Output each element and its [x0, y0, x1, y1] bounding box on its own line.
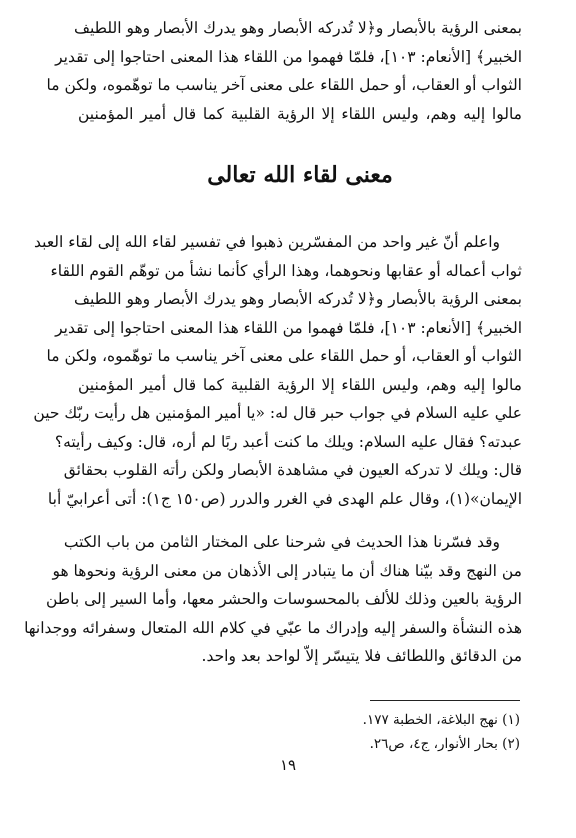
footnote-2: (٢) بحار الأنوار، ج٤، ص٢٦. — [369, 736, 520, 752]
paragraph-1 — [33, 228, 522, 513]
footnote-1: (١) نهج البلاغة، الخطبة ١٧٧. — [362, 712, 520, 728]
text-line: عبدته؟ فقال عليه السلام: ويلك ما كنت أعبد ربًا لم أره، قال: وكيف رأيته؟ — [54, 432, 522, 451]
text-line: من النهج وقد بيّنا هناك أن ما يتبادر إلى الأذهان من معنى الرؤية ونحوها هو — [52, 561, 522, 580]
paragraph-2 — [24, 528, 522, 671]
text-line: بمعنى الرؤية بالأبصار و﴿لا تُدركه الأبصار وهو يدرك الأبصار وهو اللطيف — [73, 19, 522, 37]
text-line: الثواب أو العقاب، أو حمل اللقاء على معنى آخر يناسب ما توهّموه، ولكن ما — [46, 76, 522, 94]
previous-text-block — [46, 14, 522, 128]
text-line: من الدقائق واللطائف فلا يتيسّر إلاّ لواحد بعد واحد. — [201, 647, 522, 665]
text-line: واعلم أنّ غير واحد من المفسّرين ذهبوا في تفسير لقاء الله إلى لقاء العبد — [34, 233, 500, 251]
text-line: مالوا إليه وهم، وليس اللقاء إلا الرؤية القلبية كما قال أمير المؤمنين — [78, 104, 522, 123]
footnote-divider — [370, 700, 520, 701]
page-number: ١٩ — [279, 756, 297, 774]
text-line: بمعنى الرؤية بالأبصار و﴿لا تُدركه الأبصار وهو يدرك الأبصار وهو اللطيف — [73, 290, 522, 308]
text-line: الرؤية بالعين وذلك للألف بالمحسوسات والحشر معها، وأما السير إلى باطن — [45, 590, 522, 608]
text-line: هذه النشأة والسفر إليه وإدراك ما عبّي في كلام الله المتعال وسفرائه ووجدانها — [24, 618, 522, 637]
text-line: الخبير﴾ [الأنعام: ١٠٣]، فلمّا فهموا من اللقاء هذا المعنى احتاجوا إلى تقدير — [55, 47, 522, 66]
text-line: الخبير﴾ [الأنعام: ١٠٣]، فلمّا فهموا من اللقاء هذا المعنى احتاجوا إلى تقدير — [55, 318, 522, 337]
text-line: الإيمان»(١)، وقال علم الهدى في الغرر والدرر (ص١٥٠ ج١): أتى أعرابيّ أبا — [47, 489, 522, 508]
text-line: ثواب أعماله أو عقابها ونحوهما، وهذا الرأي كأنما نشأ من توهّم القوم اللقاء — [50, 261, 522, 280]
section-heading: معنى لقاء الله تعالى — [207, 162, 393, 188]
text-line: قال: ويلك لا تدركه العيون في مشاهدة الأبصار ولكن رأته القلوب بحقائق — [63, 461, 522, 479]
text-line: مالوا إليه وهم، وليس اللقاء إلا الرؤية القلبية كما قال أمير المؤمنين — [78, 375, 522, 394]
text-line: الثواب أو العقاب، أو حمل اللقاء على معنى آخر يناسب ما توهّموه، ولكن ما — [46, 347, 522, 365]
text-line: وقد فسّرنا هذا الحديث في شرحنا على المختار الثامن من باب الكتب — [63, 533, 500, 551]
footnotes — [220, 708, 520, 756]
text-line: علي عليه السلام في جواب حبر قال له: «يا أمير المؤمنين هل رأيت ربّك حين — [33, 404, 522, 422]
